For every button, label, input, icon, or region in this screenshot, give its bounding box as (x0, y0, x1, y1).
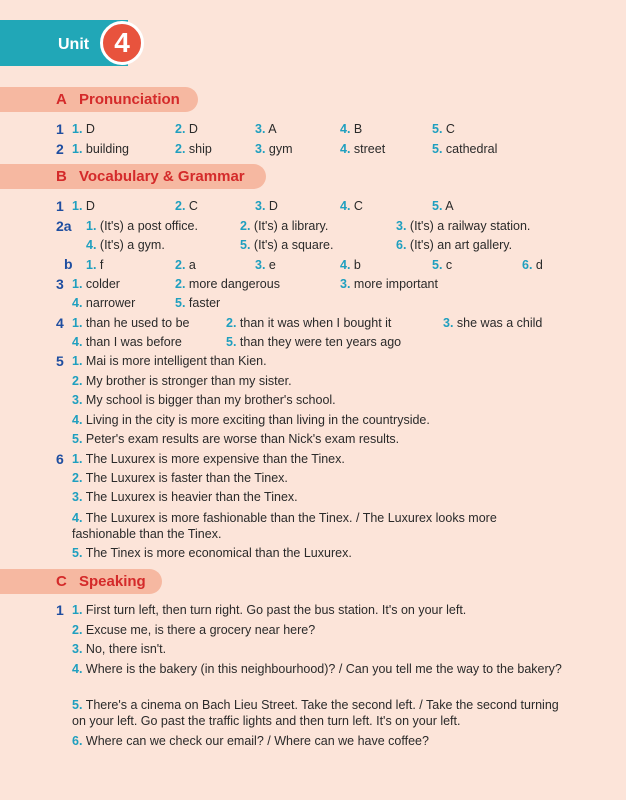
b-q3-number: 3 (56, 276, 64, 292)
b-q5-number: 5 (56, 353, 64, 369)
c-q1-item: 2. Excuse me, is there a grocery near here? (72, 623, 316, 637)
a-q2-item: 3. gym (255, 142, 293, 156)
c-q1-item: 4. Where is the bakery (in this neighbourhood)? / Can you tell me the way to the bakery? (72, 662, 562, 676)
section-b-title: Vocabulary & Grammar (79, 168, 245, 185)
b-q2a-item: 3. (It's) a railway station. (396, 219, 531, 233)
c-q1-item: 6. Where can we check our email? / Where can we have coffee? (72, 734, 429, 748)
b-q2a-item: 2. (It's) a library. (240, 219, 329, 233)
b-q2b-item: 4. b (340, 258, 361, 272)
b-q5-item: 5. Peter's exam results are worse than Nick's exam results. (72, 432, 400, 446)
b-q6-item: 1. The Luxurex is more expensive than the Tinex. (72, 452, 345, 466)
b-q4-item: 1. than he used to be (72, 316, 190, 330)
b-q2b-item: 3. e (255, 258, 276, 272)
b-q4-item: 4. than I was before (72, 335, 182, 349)
b-q1-number: 1 (56, 198, 64, 214)
b-q2a-number: 2a (56, 218, 72, 234)
a-q1-item: 5. C (432, 122, 455, 136)
c-q1-item: 3. No, there isn't. (72, 642, 167, 656)
b-q3-item: 3. more important (340, 277, 438, 291)
a-q1-item: 3. A (255, 122, 277, 136)
section-c-letter: C (56, 573, 67, 590)
b-q6-number: 6 (56, 451, 64, 467)
b-q2b-item: 1. f (86, 258, 104, 272)
a-q1-item: 4. B (340, 122, 363, 136)
b-q5-item: 4. Living in the city is more exciting than living in the countryside. (72, 413, 430, 427)
b-q4-item: 3. she was a child (443, 316, 543, 330)
a-q1-item: 1. D (72, 122, 95, 136)
a-q2-item: 5. cathedral (432, 142, 498, 156)
b-q1-item: 2. C (175, 199, 198, 213)
unit-label: Unit (58, 36, 90, 53)
a-q2-item: 1. building (72, 142, 130, 156)
b-q2a-item: 1. (It's) a post office. (86, 219, 198, 233)
a-q2-item: 4. street (340, 142, 386, 156)
b-q6-item: 3. The Luxurex is heavier than the Tinex. (72, 490, 298, 504)
b-q2a-item: 4. (It's) a gym. (86, 238, 165, 252)
section-c-title: Speaking (79, 573, 146, 590)
a-q2-number: 2 (56, 141, 64, 157)
section-a-title: Pronunciation (79, 91, 180, 108)
a-q1-item: 2. D (175, 122, 198, 136)
b-q2b-number: b (64, 256, 73, 272)
b-q4-item: 5. than they were ten years ago (226, 335, 402, 349)
b-q2b-item: 5. c (432, 258, 453, 272)
c-q1-item: 5. There's a cinema on Bach Lieu Street. Take the second left. / Take the second turning on your left. Go past the traffic lights and then turn left. It's on your left. (72, 698, 559, 728)
b-q2a-item: 5. (It's) a square. (240, 238, 334, 252)
b-q1-item: 4. C (340, 199, 363, 213)
b-q6-item: 5. The Tinex is more economical than the Luxurex. (72, 546, 352, 560)
b-q4-number: 4 (56, 315, 64, 331)
c-q1-item: 1. First turn left, then turn right. Go past the bus station. It's on your left. (72, 603, 467, 617)
a-q1-number: 1 (56, 121, 64, 137)
b-q5-item: 1. Mai is more intelligent than Kien. (72, 354, 267, 368)
b-q3-item: 5. faster (175, 296, 221, 310)
b-q1-item: 5. A (432, 199, 454, 213)
b-q6-item: 4. The Luxurex is more fashionable than the Tinex. / The Luxurex looks more fashionable than the Tinex. (72, 511, 497, 541)
b-q5-item: 2. My brother is stronger than my sister. (72, 374, 292, 388)
b-q2a-item: 6. (It's) an art gallery. (396, 238, 513, 252)
b-q1-item: 3. D (255, 199, 278, 213)
b-q2b-item: 6. d (522, 258, 543, 272)
b-q5-item: 3. My school is bigger than my brother's school. (72, 393, 336, 407)
a-q2-item: 2. ship (175, 142, 212, 156)
unit-number-badge: 4 (100, 21, 144, 65)
b-q4-item: 2. than it was when I bought it (226, 316, 392, 330)
section-a-letter: A (56, 91, 67, 108)
b-q2b-item: 2. a (175, 258, 196, 272)
b-q1-item: 1. D (72, 199, 95, 213)
b-q6-item: 2. The Luxurex is faster than the Tinex. (72, 471, 288, 485)
c-q1-number: 1 (56, 602, 64, 618)
b-q3-item: 2. more dangerous (175, 277, 280, 291)
section-b-letter: B (56, 168, 67, 185)
b-q3-item: 4. narrower (72, 296, 136, 310)
b-q3-item: 1. colder (72, 277, 120, 291)
